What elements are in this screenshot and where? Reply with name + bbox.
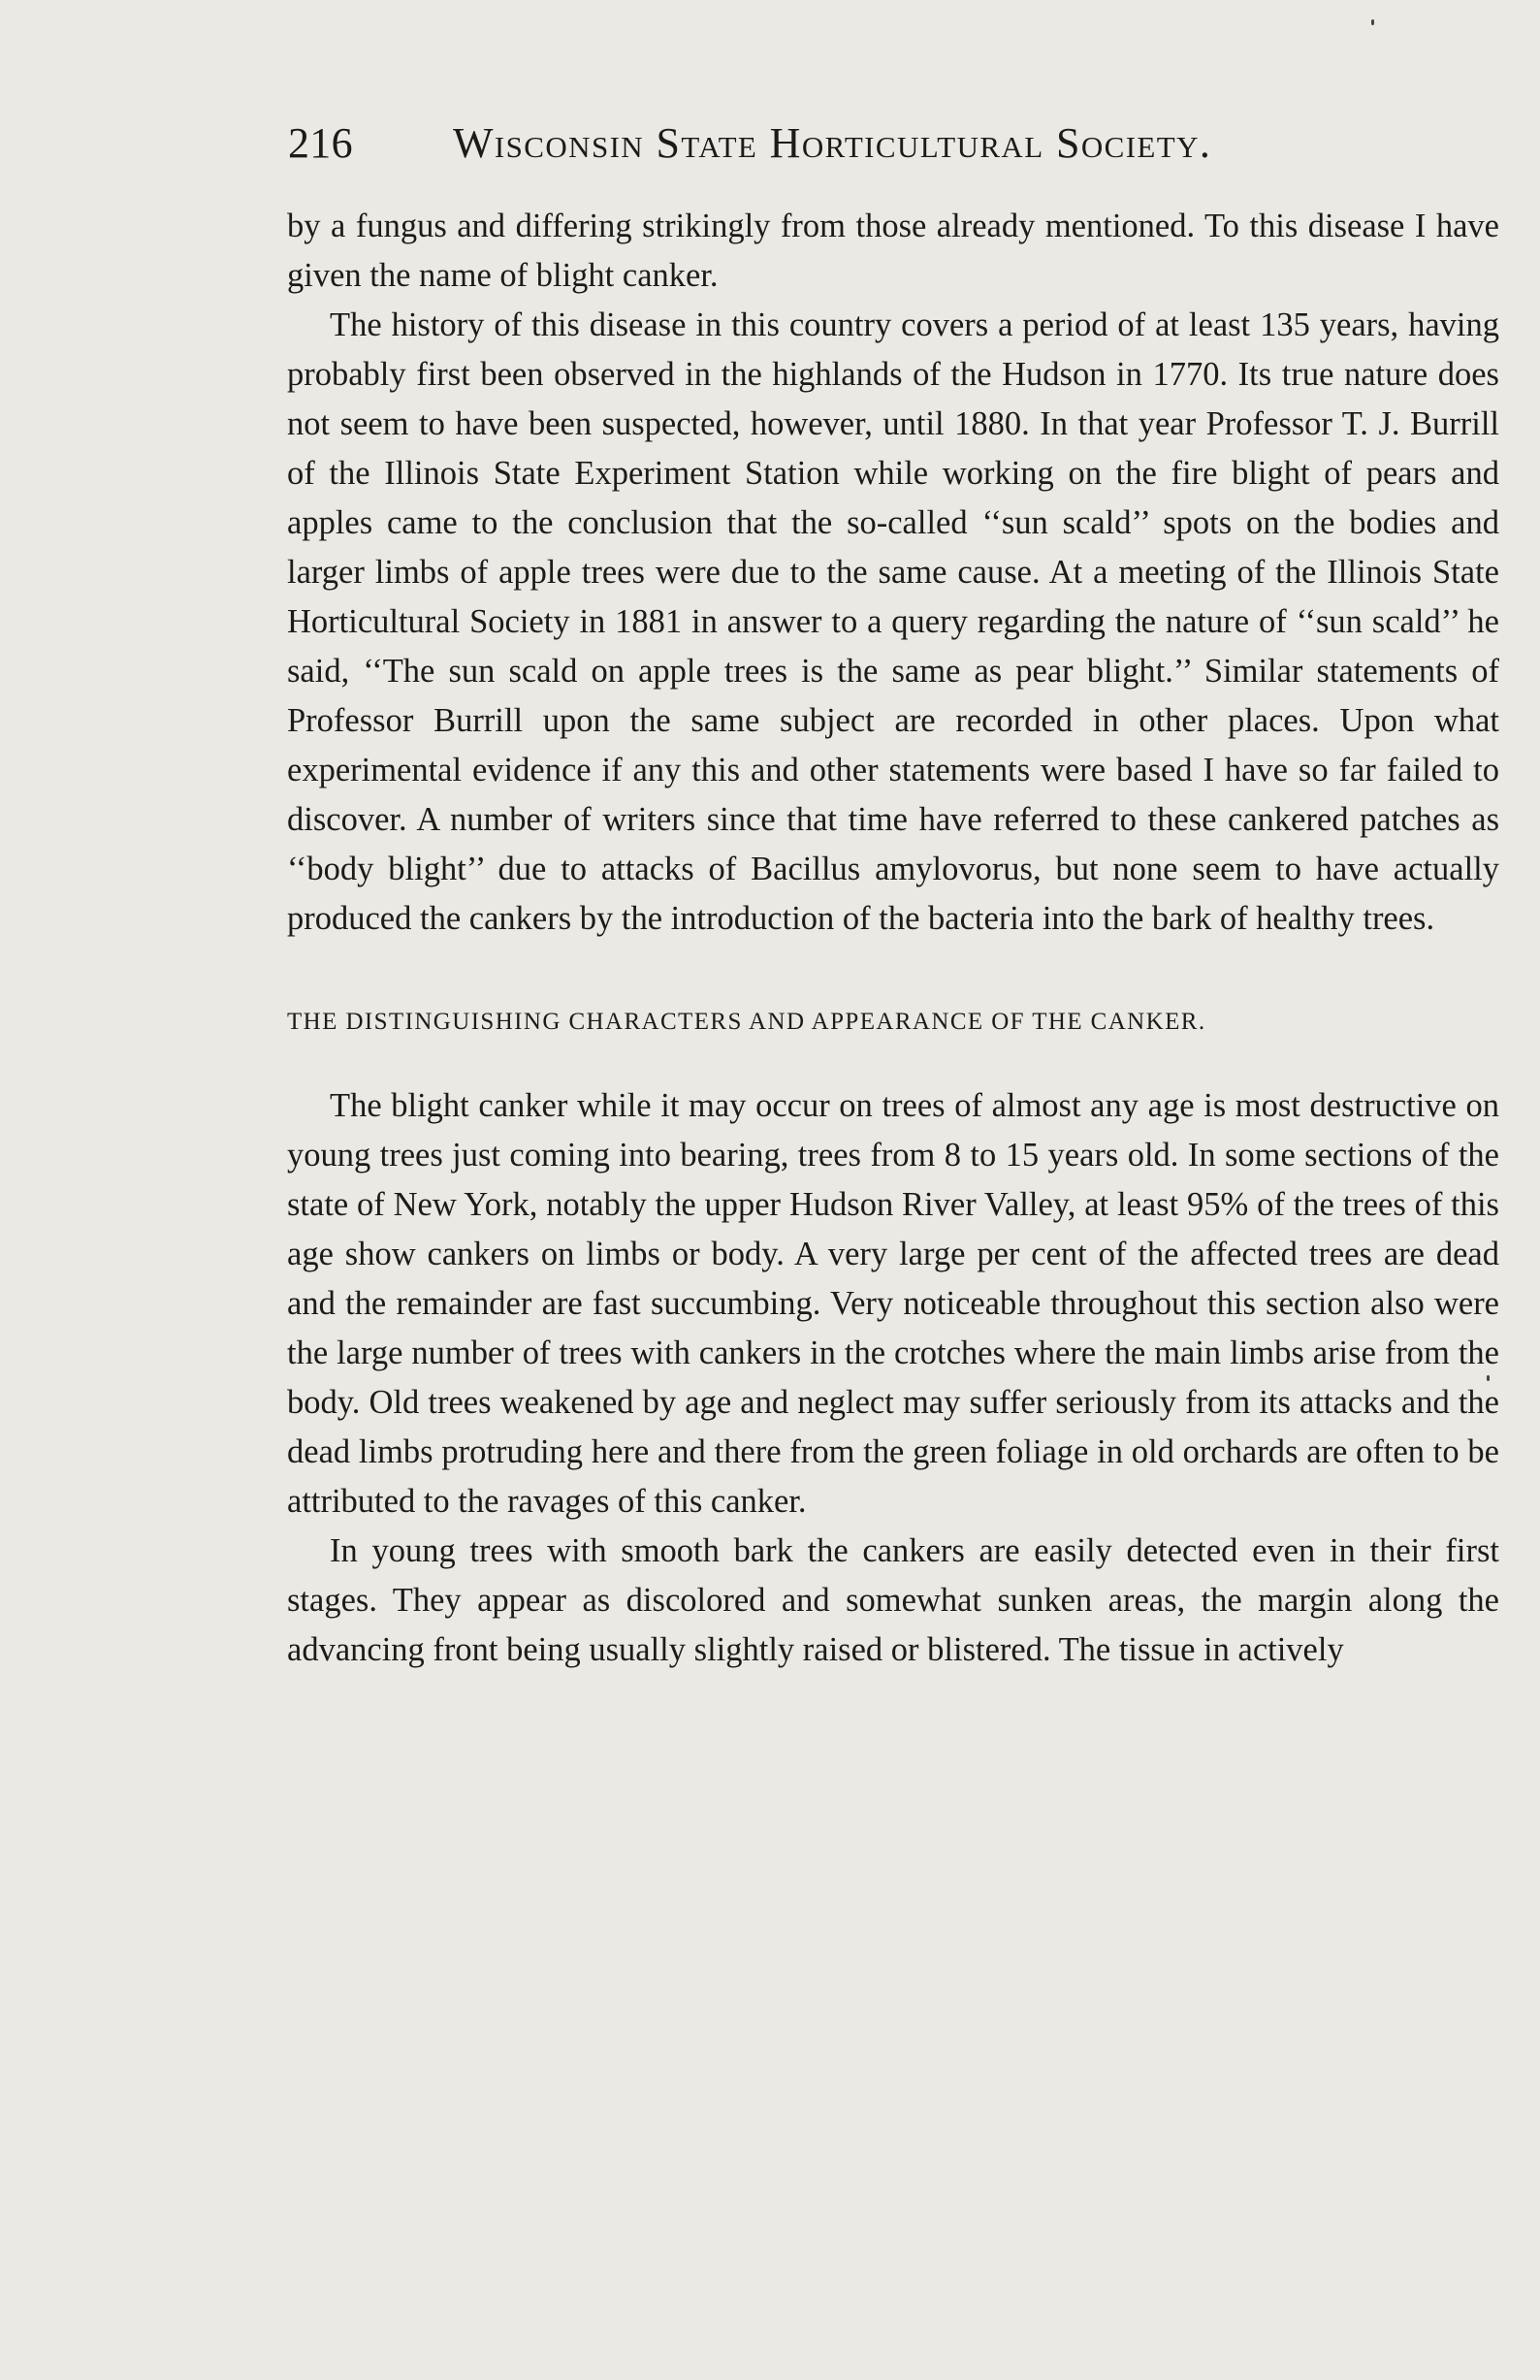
blight-canker-paragraph: The blight canker while it may occur on trees of almost any age is most destructive on young trees just coming into bearing, trees from 8 to 15 years old. In some sections of the state of New York, notably the upper Hudson River Valley, at least 95% of the trees of this age show cankers on limbs or body. A very large per cent of the affected trees are dead and the remainder are fast succumbing. Very noticeable throughout this section also were the large number of trees with cankers in the crotches where the main limbs arise from the body. Old trees weakened by age and neglect may suffer seriously from its attacks and the dead limbs protruding here and there from the green foliage in old orchards are often to be attributed to the ravages of this canker.: [287, 1087, 1499, 1520]
page-number: 216: [288, 119, 353, 167]
young-trees-paragraph: In young trees with smooth bark the cankers are easily detected even in their first stages. They appear as discolored and somewhat sunken areas, the margin along the advancing front being usually slightly raised or blistered. The tissue in actively: [287, 1532, 1499, 1668]
running-title: Wisconsin State Horticultural Society.: [453, 119, 1212, 167]
page-body: [287, 202, 1499, 1675]
print-speck: [1371, 19, 1374, 25]
page-header: [288, 114, 1306, 173]
history-paragraph: The history of this disease in this country covers a period of at least 135 years, having probably first been observed in the highlands of the Hudson in 1770. Its true nature does not seem to have been suspected, however, until 1880. In that year Professor T. J. Burrill of the Illinois State Experiment Station while working on the fire blight of pears and apples came to the conclusion that the so-called ‘‘sun scald’’ spots on the bodies and larger limbs of apple trees were due to the same cause. At a meeting of the Illinois State Horticultural Society in 1881 in answer to a query regarding the nature of ‘‘sun scald’’ he said, ‘‘The sun scald on apple trees is the same as pear blight.’’ Similar statements of Professor Burrill upon the same subject are recorded in other places. Upon what experimental evidence if any this and other statements were based I have so far failed to discover. A number of writers since that time have referred to these cankered patches as ‘‘body blight’’ due to attacks of Bacillus amylovorus, but none seem to have actually produced the cankers by the introduction of the bacteria into the bark of healthy trees.: [287, 306, 1499, 937]
print-speck: [1487, 1375, 1490, 1381]
continued-paragraph: by a fungus and differing strikingly from those already mentioned. To this disease I have given the name of blight canker.: [287, 208, 1499, 294]
section-heading: THE DISTINGUISHING CHARACTERS AND APPEARANCE OF THE CANKER.: [287, 1009, 1206, 1035]
